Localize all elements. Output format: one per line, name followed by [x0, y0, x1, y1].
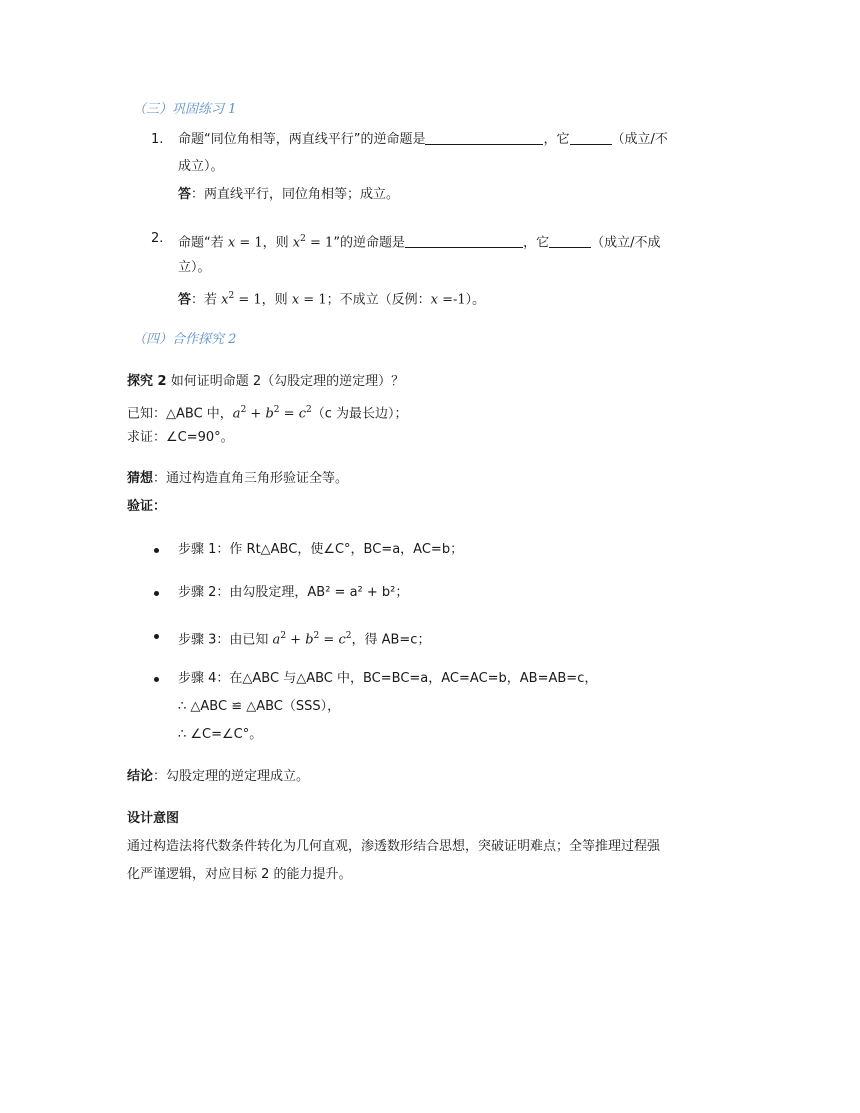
question-2-text-e: （成立/不成 [591, 235, 661, 251]
question-2-text-d: ，它 [523, 235, 550, 251]
answer-label: 答 [178, 292, 192, 308]
bullet-icon [154, 548, 159, 553]
step-1: 步骤 1：作 Rt△ABC，使∠C°，BC=a，AC=b； [178, 542, 464, 557]
question-2-line2: 立）。 [178, 260, 211, 275]
question-2-answer [178, 286, 485, 310]
design-intent-line-2: 化严谨逻辑，对应目标 2 的能力提升。 [127, 867, 352, 882]
guess-label: 猜想 [127, 471, 154, 486]
answer-text: ，则 [261, 292, 292, 308]
step-4: 步骤 4：在△ABC 与△ABC 中，BC=BC=a，AC=AC=b，AB=AB=c， [178, 671, 598, 686]
answer-text: ：若 [191, 292, 222, 308]
design-intent-title: 设计意图 [127, 811, 180, 826]
answer-text: ）。 [465, 292, 486, 308]
math-c: c [298, 406, 306, 422]
verify-colon: ： [153, 499, 167, 514]
math-sup: 2 [313, 631, 320, 641]
step-4-congruence: ∴ △ABC ≌ △ABC（SSS）， [178, 699, 341, 714]
question-2-text-a: 命题“若 [178, 235, 228, 251]
question-2-blank-2 [549, 233, 591, 248]
math-plus: + [246, 406, 266, 422]
math-x: x [291, 292, 300, 308]
math-c: c [338, 632, 346, 648]
math-sup: 2 [280, 631, 287, 641]
section-heading-consolidation: （三）巩固练习 1 [133, 102, 237, 117]
question-2-number: 2. [151, 231, 164, 246]
math-eq: = 1 [235, 235, 263, 251]
question-2-text-b: ，则 [262, 235, 293, 251]
math-sup: 2 [305, 405, 312, 415]
answer-label: 答 [178, 187, 192, 202]
step-4-result: ∴ ∠C=∠C°。 [178, 727, 263, 742]
known-text-a: 已知：△ABC 中， [127, 406, 233, 422]
math-x: x [227, 235, 236, 251]
conclusion-text: ：勾股定理的逆定理成立。 [153, 769, 310, 784]
step-3 [178, 626, 430, 650]
question-1-answer-text: ：两直线平行，同位角相等；成立。 [191, 187, 400, 202]
math-sup: 2 [300, 234, 306, 244]
explore-label: 探究 2 [127, 374, 167, 389]
conclusion-line [127, 767, 309, 787]
explore-text: 如何证明命题 2（勾股定理的逆定理）？ [166, 374, 405, 389]
bullet-icon [154, 634, 159, 639]
explore-line [127, 372, 404, 392]
question-1-answer [178, 185, 399, 205]
math-eq: = 1 [305, 235, 334, 251]
math-x: x [430, 292, 438, 308]
question-1-number: 1. [151, 132, 164, 147]
question-2-blank-1 [405, 233, 523, 248]
math-b: b [305, 632, 314, 648]
question-1-text-c: （成立/不 [611, 132, 668, 147]
math-eq: = 1 [234, 292, 262, 308]
guess-line [127, 469, 348, 489]
math-sup: 2 [228, 291, 235, 301]
math-sup: 2 [345, 631, 352, 641]
bullet-icon [154, 591, 159, 596]
conclusion-label: 结论 [127, 769, 154, 784]
section-heading-cooperative-inquiry: （四）合作探究 2 [133, 332, 237, 347]
math-eq: = [279, 406, 299, 422]
question-1-text-b: ，它 [543, 132, 570, 147]
math-eq: =-1 [437, 292, 466, 308]
question-1-line2: 成立）。 [178, 159, 224, 174]
math-x: x [221, 292, 229, 308]
guess-text: ：通过构造直角三角形验证全等。 [153, 471, 349, 486]
verify-line [127, 497, 166, 517]
math-eq: = [319, 632, 339, 648]
question-1-text-a: 命题“同位角相等，两直线平行”的逆命题是 [178, 132, 426, 147]
math-sup: 2 [240, 405, 247, 415]
math-sup: 2 [273, 405, 280, 415]
step-3-text-b: ，得 AB=c； [351, 632, 431, 648]
step-2: 步骤 2：由勾股定理，AB² = a² + b²； [178, 585, 409, 600]
question-1-line1 [178, 130, 668, 150]
known-line [127, 400, 408, 424]
math-x: x [292, 235, 301, 251]
math-a: a [272, 632, 281, 648]
question-2-text-c: ”的逆命题是 [333, 235, 406, 251]
math-a: a [232, 406, 241, 422]
known-text-b: （c 为最长边）； [311, 406, 408, 422]
prove-line: 求证：∠C=90°。 [127, 430, 234, 445]
question-2-line1 [178, 229, 660, 253]
question-1-blank-2 [570, 130, 612, 145]
answer-text: ；不成立（反例： [326, 292, 431, 308]
question-1-blank-1 [425, 130, 543, 145]
step-3-text-a: 步骤 3：由已知 [178, 632, 273, 648]
math-eq: = 1 [299, 292, 327, 308]
verify-label: 验证 [127, 499, 154, 514]
design-intent-line-1: 通过构造法将代数条件转化为几何直观，渗透数形结合思想，突破证明难点；全等推理过程强 [127, 839, 661, 854]
bullet-icon [154, 677, 159, 682]
math-b: b [265, 406, 274, 422]
math-plus: + [286, 632, 306, 648]
